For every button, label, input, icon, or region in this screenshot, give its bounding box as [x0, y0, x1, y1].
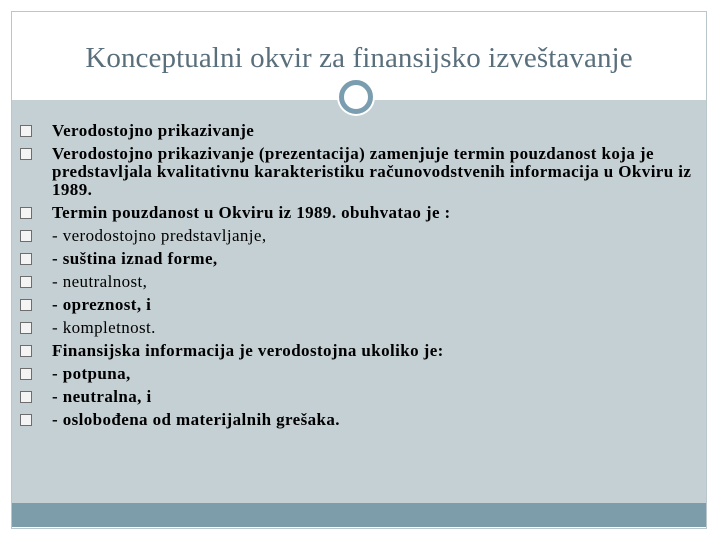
bullet-text: - neutralnost, [52, 272, 148, 291]
bullet-item [20, 319, 700, 337]
slide-title: Konceptualni okvir za finansijsko izveštavanje [85, 42, 633, 74]
bullet-marker-icon [20, 125, 32, 137]
bullet-marker-icon [20, 368, 32, 380]
bullet-text: Verodostojno prikazivanje [52, 121, 255, 140]
bullet-item [20, 250, 700, 268]
bullet-text: - neutralna, i [52, 387, 152, 406]
bullet-item [20, 411, 700, 429]
bullet-marker-icon [20, 322, 32, 334]
bullet-text: Finansijska informacija je verodostojna ukoliko je: [52, 341, 444, 360]
bullet-item [20, 388, 700, 406]
footer-bar [12, 503, 706, 527]
bullet-text: Verodostojno prikazivanje (prezentacija) zamenjuje termin pouzdanost koja je predstavljala kvalitativnu karakteristiku računovodstvenih informacija u Okviru iz 1989. [52, 144, 692, 199]
bullet-text: - oslobođena od materijalnih grešaka. [52, 410, 340, 429]
bullet-text: - kompletnost. [52, 318, 156, 337]
bullet-item [20, 342, 700, 360]
bullet-marker-icon [20, 414, 32, 426]
bullet-list [20, 122, 700, 429]
bullet-marker-icon [20, 345, 32, 357]
circle-ornament-icon [339, 80, 373, 114]
bullet-item [20, 122, 700, 140]
bullet-marker-icon [20, 276, 32, 288]
bullet-text: - potpuna, [52, 364, 131, 383]
bullet-marker-icon [20, 391, 32, 403]
bullet-text: - verodostojno predstavljanje, [52, 226, 267, 245]
bullet-item [20, 227, 700, 245]
bullet-text: Termin pouzdanost u Okviru iz 1989. obuhvatao je : [52, 203, 451, 222]
bullet-item [20, 273, 700, 291]
bullet-item [20, 204, 700, 222]
bullet-marker-icon [20, 299, 32, 311]
bullet-item [20, 296, 700, 314]
bullet-marker-icon [20, 253, 32, 265]
bullet-marker-icon [20, 148, 32, 160]
bullet-text: - suština iznad forme, [52, 249, 218, 268]
bullet-item [20, 145, 700, 199]
bullet-marker-icon [20, 230, 32, 242]
bullet-item [20, 365, 700, 383]
bullet-text: - opreznost, i [52, 295, 152, 314]
bullet-marker-icon [20, 207, 32, 219]
